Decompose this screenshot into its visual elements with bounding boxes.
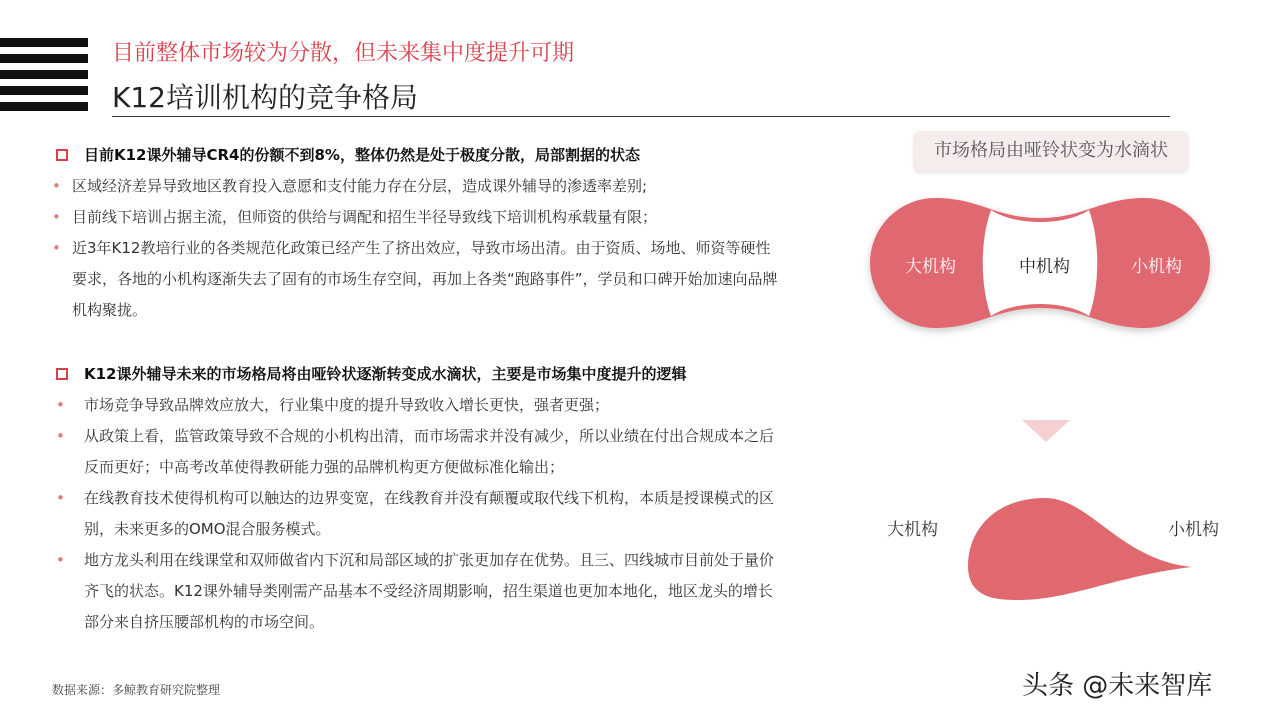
page-subtitle: 目前整体市场较为分散，但未来集中度提升可期 xyxy=(112,41,575,66)
bullet-list xyxy=(52,171,782,326)
down-arrow-icon xyxy=(1022,420,1070,442)
list-item: • 在线教育技术使得机构可以触达的边界变宽，在线教育并没有颠覆或取代线下机构，本质是授课模式的区别，未来更多的OMO混合服务模式。 xyxy=(52,483,782,545)
square-bullet-icon xyxy=(56,149,68,161)
list-item: • 地方龙头利用在线课堂和双师做省内下沉和局部区域的扩张更加存在优势。且三、四线城市目前处于量价齐飞的状态。K12课外辅导类刚需产品基本不受经济周期影响，招生渠道也更加本地化，地区龙头的增长部分来自挤压腰部机构的市场空间。 xyxy=(52,545,782,638)
section-heading-text: K12课外辅导未来的市场格局将由哑铃状逐渐转变成水滴状，主要是市场集中度提升的逻辑 xyxy=(84,365,687,383)
watermark: 头条 @未来智库 xyxy=(1022,671,1213,701)
square-bullet-icon xyxy=(56,368,68,380)
drop-right-label: 小机构 xyxy=(1168,520,1219,540)
list-item: • 区域经济差异导致地区教育投入意愿和支付能力存在分层，造成课外辅导的渗透率差别; xyxy=(52,171,782,202)
list-item: • 从政策上看，监管政策导致不合规的小机构出清，而市场需求并没有减少，所以业绩在付出合规成本之后反而更好；中高考改革使得教研能力强的品牌机构更方便做标准化输出； xyxy=(52,421,782,483)
section-future-landscape xyxy=(52,362,782,638)
dumbbell-right-label: 小机构 xyxy=(1131,257,1182,277)
diagram-caption: 市场格局由哑铃状变为水滴状 xyxy=(914,131,1188,171)
section-heading xyxy=(52,143,782,167)
data-source-note: 数据来源：多鲸教育研究院整理 xyxy=(52,683,221,697)
page-title: K12培训机构的竞争格局 xyxy=(112,81,418,114)
water-drop-shape xyxy=(968,498,1192,600)
dumbbell-left-label: 大机构 xyxy=(905,257,956,277)
logo-stripes xyxy=(0,38,88,118)
list-item: • 目前线下培训占据主流，但师资的供给与调配和招生半径导致线下培训机构承载量有限； xyxy=(52,202,782,233)
list-item: • 近3年K12教培行业的各类规范化政策已经产生了挤出效应，导致市场出清。由于资质、场地、师资等硬性要求，各地的小机构逐渐失去了固有的市场生存空间，再加上各类“跑路事件”，学员和口碑开始加速向品牌机构聚拢。 xyxy=(52,233,782,326)
dumbbell-middle-label: 中机构 xyxy=(1019,257,1070,277)
section-heading xyxy=(52,362,782,386)
section-current-landscape xyxy=(52,143,782,326)
list-item: • 市场竞争导致品牌效应放大，行业集中度的提升导致收入增长更快，强者更强； xyxy=(52,390,782,421)
section-heading-text: 目前K12课外辅导CR4的份额不到8%，整体仍然是处于极度分散，局部割据的状态 xyxy=(84,146,640,164)
title-divider xyxy=(112,116,1170,117)
drop-left-label: 大机构 xyxy=(887,520,938,540)
bullet-list xyxy=(52,390,782,638)
